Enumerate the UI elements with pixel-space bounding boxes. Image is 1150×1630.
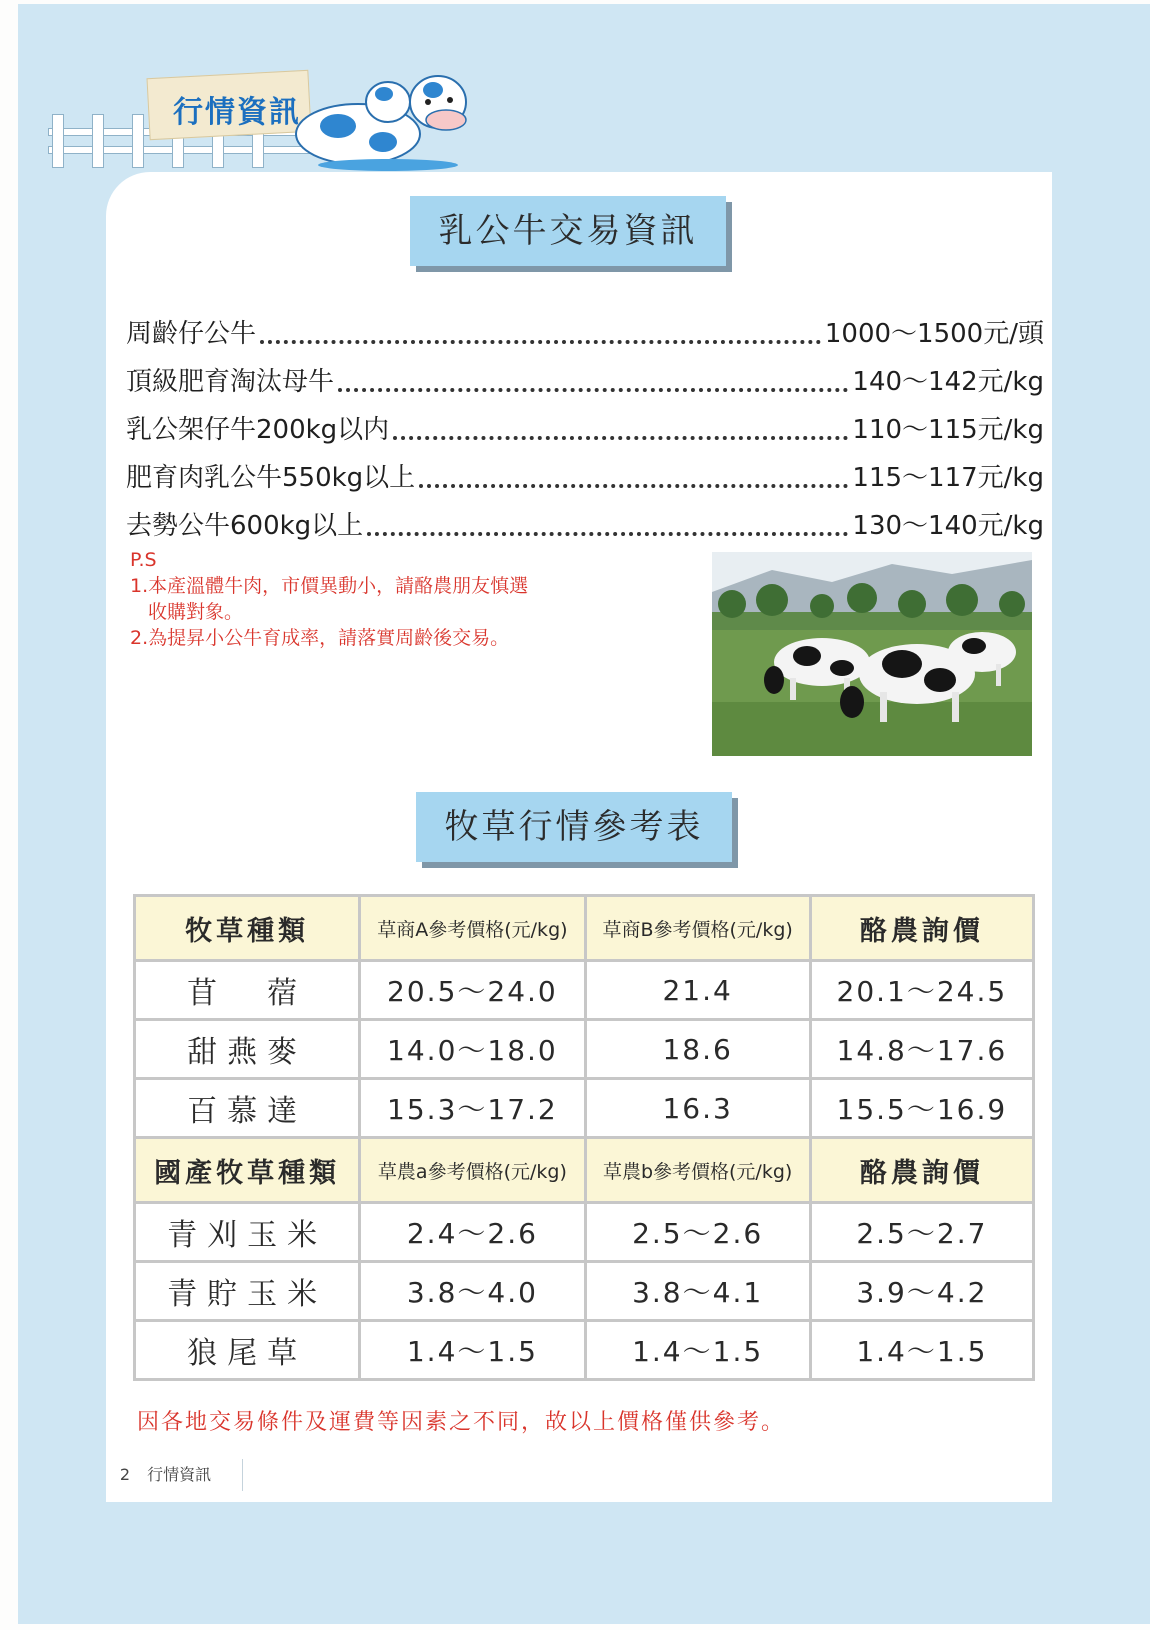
leader-dots [338, 388, 848, 392]
table-header-cell: 草農b參考價格(元/kg) [585, 1138, 810, 1203]
table-header-cell: 草商A參考價格(元/kg) [360, 896, 585, 961]
leader-dots [419, 484, 848, 488]
price-item-value: 140～142元/kg [852, 367, 1044, 397]
price-item-value: 1000～1500元/頭 [824, 319, 1044, 349]
forage-name-cell: 狼尾草 [135, 1321, 360, 1380]
ps-note-1-continued: 收購對象。 [148, 601, 244, 623]
page-footer [108, 1459, 243, 1491]
price-cell: 2.5～2.6 [585, 1203, 810, 1262]
price-row [126, 446, 1044, 494]
forage-section-title: 牧草行情參考表 [416, 792, 732, 862]
table-header-cell: 牧草種類 [135, 896, 360, 961]
price-item-value: 110～115元/kg [852, 415, 1044, 445]
price-row [126, 302, 1044, 350]
price-cell: 20.5～24.0 [360, 961, 585, 1020]
table-header-cell: 酪農詢價 [810, 896, 1033, 961]
forage-name-cell: 甜燕麥 [135, 1020, 360, 1079]
grazing-cows-photo [712, 552, 1032, 756]
price-cell: 2.4～2.6 [360, 1203, 585, 1262]
cow-icon [288, 62, 488, 172]
price-cell: 18.6 [585, 1020, 810, 1079]
ps-label: P.S [130, 549, 157, 571]
ps-note-2: 2.為提昇小公牛育成率，請落實周齡後交易。 [130, 627, 510, 649]
bull-section-title: 乳公牛交易資訊 [410, 196, 726, 266]
leader-dots [260, 340, 821, 344]
price-cell: 15.3～17.2 [360, 1079, 585, 1138]
table-header-row [135, 1138, 1034, 1203]
table-row [135, 1020, 1034, 1079]
header-banner [18, 4, 538, 174]
header-title: 行情資訊 [173, 95, 301, 130]
price-cell: 3.9～4.2 [810, 1262, 1033, 1321]
price-row [126, 398, 1044, 446]
price-item-value: 115～117元/kg [852, 463, 1044, 493]
table-header-cell: 草商B參考價格(元/kg) [585, 896, 810, 961]
forage-name-cell: 百慕達 [135, 1079, 360, 1138]
table-row [135, 1203, 1034, 1262]
forage-name-cell: 青貯玉米 [135, 1262, 360, 1321]
bull-price-list [126, 302, 1044, 542]
price-cell: 16.3 [585, 1079, 810, 1138]
price-cell: 1.4～1.5 [585, 1321, 810, 1380]
forage-price-table [133, 894, 1035, 1381]
table-header-cell: 草農a參考價格(元/kg) [360, 1138, 585, 1203]
price-cell: 3.8～4.1 [585, 1262, 810, 1321]
table-row [135, 1079, 1034, 1138]
ps-notes [130, 547, 700, 651]
price-item-name: 肥育肉乳公牛550kg以上 [126, 463, 416, 493]
price-cell: 1.4～1.5 [810, 1321, 1033, 1380]
price-cell: 3.8～4.0 [360, 1262, 585, 1321]
leader-dots [393, 436, 848, 440]
table-header-cell: 國產牧草種類 [135, 1138, 360, 1203]
leader-dots [367, 532, 848, 536]
price-disclaimer: 因各地交易條件及運費等因素之不同，故以上價格僅供參考。 [137, 1410, 786, 1435]
table-row [135, 1262, 1034, 1321]
table-header-row [135, 896, 1034, 961]
price-item-name: 周齡仔公牛 [126, 319, 257, 349]
price-row [126, 494, 1044, 542]
price-cell: 14.0～18.0 [360, 1020, 585, 1079]
price-cell: 1.4～1.5 [360, 1321, 585, 1380]
price-cell: 15.5～16.9 [810, 1079, 1033, 1138]
price-cell: 14.8～17.6 [810, 1020, 1033, 1079]
table-row [135, 1321, 1034, 1380]
price-item-name: 頂級肥育淘汰母牛 [126, 367, 335, 397]
footer-section-label: 行情資訊 [147, 1465, 212, 1484]
price-cell: 21.4 [585, 961, 810, 1020]
ps-note-1: 1.本產溫體牛肉，市價異動小，請酪農朋友慎選 [130, 575, 529, 597]
table-header-cell: 酪農詢價 [810, 1138, 1033, 1203]
price-item-value: 130～140元/kg [852, 511, 1044, 541]
page-number: 2 [119, 1465, 131, 1484]
price-item-name: 乳公架仔牛200kg以内 [126, 415, 390, 445]
forage-name-cell: 青刈玉米 [135, 1203, 360, 1262]
price-row [126, 350, 1044, 398]
price-item-name: 去勢公牛600kg以上 [126, 511, 364, 541]
price-cell: 20.1～24.5 [810, 961, 1033, 1020]
table-row [135, 961, 1034, 1020]
price-cell: 2.5～2.7 [810, 1203, 1033, 1262]
forage-name-cell: 苜 蓿 [135, 961, 360, 1020]
